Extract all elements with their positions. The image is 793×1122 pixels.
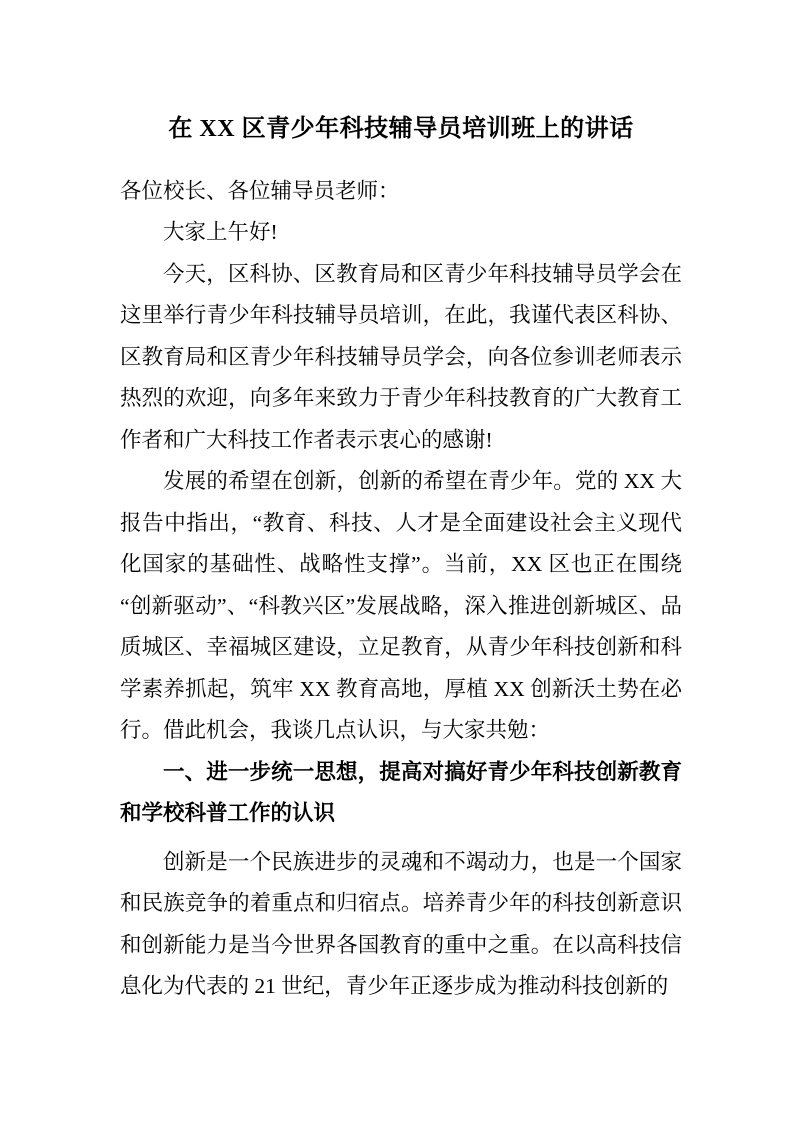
greeting-paragraph: 大家上午好!	[163, 220, 278, 244]
body-paragraph-3: 创新是一个民族进步的灵魂和不竭动力，也是一个国家和民族竞争的着重点和归宿点。培养青少年的科技创新意识和创新能力是当今世界各国教育的重中之重。在以高科技信息化为代表的 21 世纪，青少年正逐步成为推动科技创新的	[120, 849, 682, 998]
body-paragraph-2: 发展的希望在创新，创新的希望在青少年。党的 XX 大报告中指出，“教育、科技、人才是全面建设社会主义现代化国家的基础性、战略性支撑”。当前，XX 区也正在围绕“创新驱动”、“科教兴区”发展战略，深入推进创新城区、品质城区、幸福城区建设，立足教育，从青少年科技创新和科学素养抓起，筑牢 XX 教育高地，厚植 XX 创新沃土势在必行。借此机会，我谈几点认识，与大家共勉：	[120, 469, 682, 742]
body-paragraph-1: 今天，区科协、区教育局和区青少年科技辅导员学会在这里举行青少年科技辅导员培训，在此，我谨代表区科协、区教育局和区青少年科技辅导员学会，向各位参训老师表示热烈的欢迎，向多年来致力于青少年科技教育的广大教育工作者和广大科技工作者表示衷心的感谢!	[120, 261, 682, 452]
salutation-line: 各位校长、各位辅导员老师：	[120, 178, 400, 203]
speech-title: 在 XX 区青少年科技辅导员培训班上的讲话	[168, 116, 634, 142]
section-heading-1: 一、进一步统一思想，提高对搞好青少年科技创新教育和学校科普工作的认识	[120, 759, 682, 825]
